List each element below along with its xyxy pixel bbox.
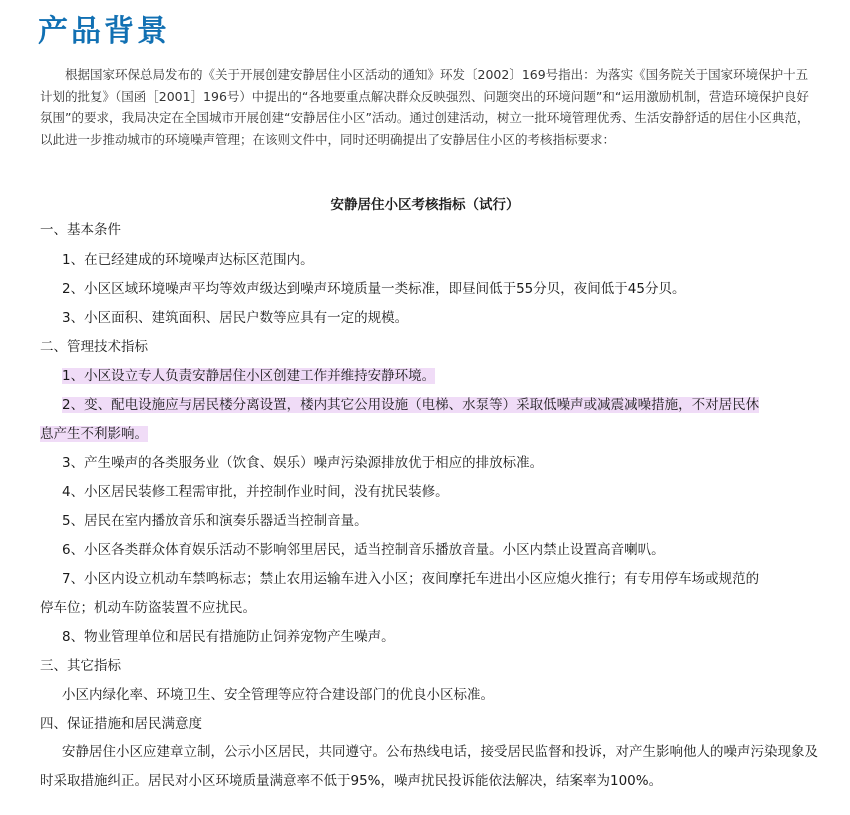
list-item: 5、居民在室内播放音乐和演奏乐器适当控制音量。 — [62, 513, 368, 529]
list-item: 4、小区居民装修工程需审批，并控制作业时间，没有扰民装修。 — [62, 484, 449, 500]
section-heading-other: 三、其它指标 — [40, 658, 121, 674]
intro-paragraph: 根据国家环保总局发布的《关于开展创建安静居住小区活动的通知》环发〔2002〕169号指出：为落实《国务院关于国家环境保护十五计划的批复》（国函［2001］196号）中提出的“各地要重点解决群众反映强烈、问题突出的环境问题”和“运用激励机制，营造环境保护良好氛围”的要求，我局决定在全国城市开展创建“安静居住小区”活动。通过创建活动，树立一批环境管理优秀、生活安静舒适的居住小区典范，以此进一步推动城市的环境噪声管理；在该则文件中，同时还明确提出了安静居住小区的考核指标要求： — [40, 67, 810, 147]
list-item-highlighted-cont — [40, 424, 148, 444]
highlight-span: 1、小区设立专人负责安静居住小区创建工作并维持安静环境。 — [62, 368, 436, 384]
section-heading-basic: 一、基本条件 — [40, 222, 121, 238]
list-item-cont: 停车位；机动车防盗装置不应扰民。 — [40, 600, 256, 616]
list-item: 3、小区面积、建筑面积、居民户数等应具有一定的规模。 — [62, 310, 409, 326]
highlight-span: 2、变、配电设施应与居民楼分离设置，楼内其它公用设施（电梯、水泵等）采取低噪声或减震减噪措施，不对居民休 — [62, 397, 760, 413]
document-title: 安静居住小区考核指标（试行） — [330, 197, 520, 213]
list-item: 8、物业管理单位和居民有措施防止饲养宠物产生噪声。 — [62, 629, 395, 645]
section-text: 安静居住小区应建章立制，公示小区居民，共同遵守。公布热线电话，接受居民监督和投诉，对产生影响他人的噪声污染现象及时采取措施纠正。居民对小区环境质量满意率不低于95%，噪声扰民投诉能依法解决，结案率为100%。 — [40, 744, 818, 789]
highlight-span: 息产生不利影响。 — [40, 426, 148, 442]
list-item: 2、小区区域环境噪声平均等效声级达到噪声环境质量一类标准，即昼间低于55分贝，夜间低于45分贝。 — [62, 281, 686, 297]
page-title: 产品背景 — [38, 14, 170, 49]
list-item-highlighted — [62, 395, 759, 415]
list-item: 3、产生噪声的各类服务业（饮食、娱乐）噪声污染源排放优于相应的排放标准。 — [62, 455, 544, 471]
list-item: 1、在已经建成的环境噪声达标区范围内。 — [62, 252, 314, 268]
list-item: 7、小区内设立机动车禁鸣标志；禁止农用运输车进入小区；夜间摩托车进出小区应熄火推行；有专用停车场或规范的 — [62, 571, 760, 587]
section-text: 小区内绿化率、环境卫生、安全管理等应符合建设部门的优良小区标准。 — [62, 687, 494, 703]
list-item-highlighted — [62, 366, 435, 386]
section-heading-assurance: 四、保证措施和居民满意度 — [40, 716, 202, 732]
section-heading-management: 二、管理技术指标 — [40, 339, 148, 355]
list-item: 6、小区各类群众体育娱乐活动不影响邻里居民，适当控制音乐播放音量。小区内禁止设置高音喇叭。 — [62, 542, 665, 558]
